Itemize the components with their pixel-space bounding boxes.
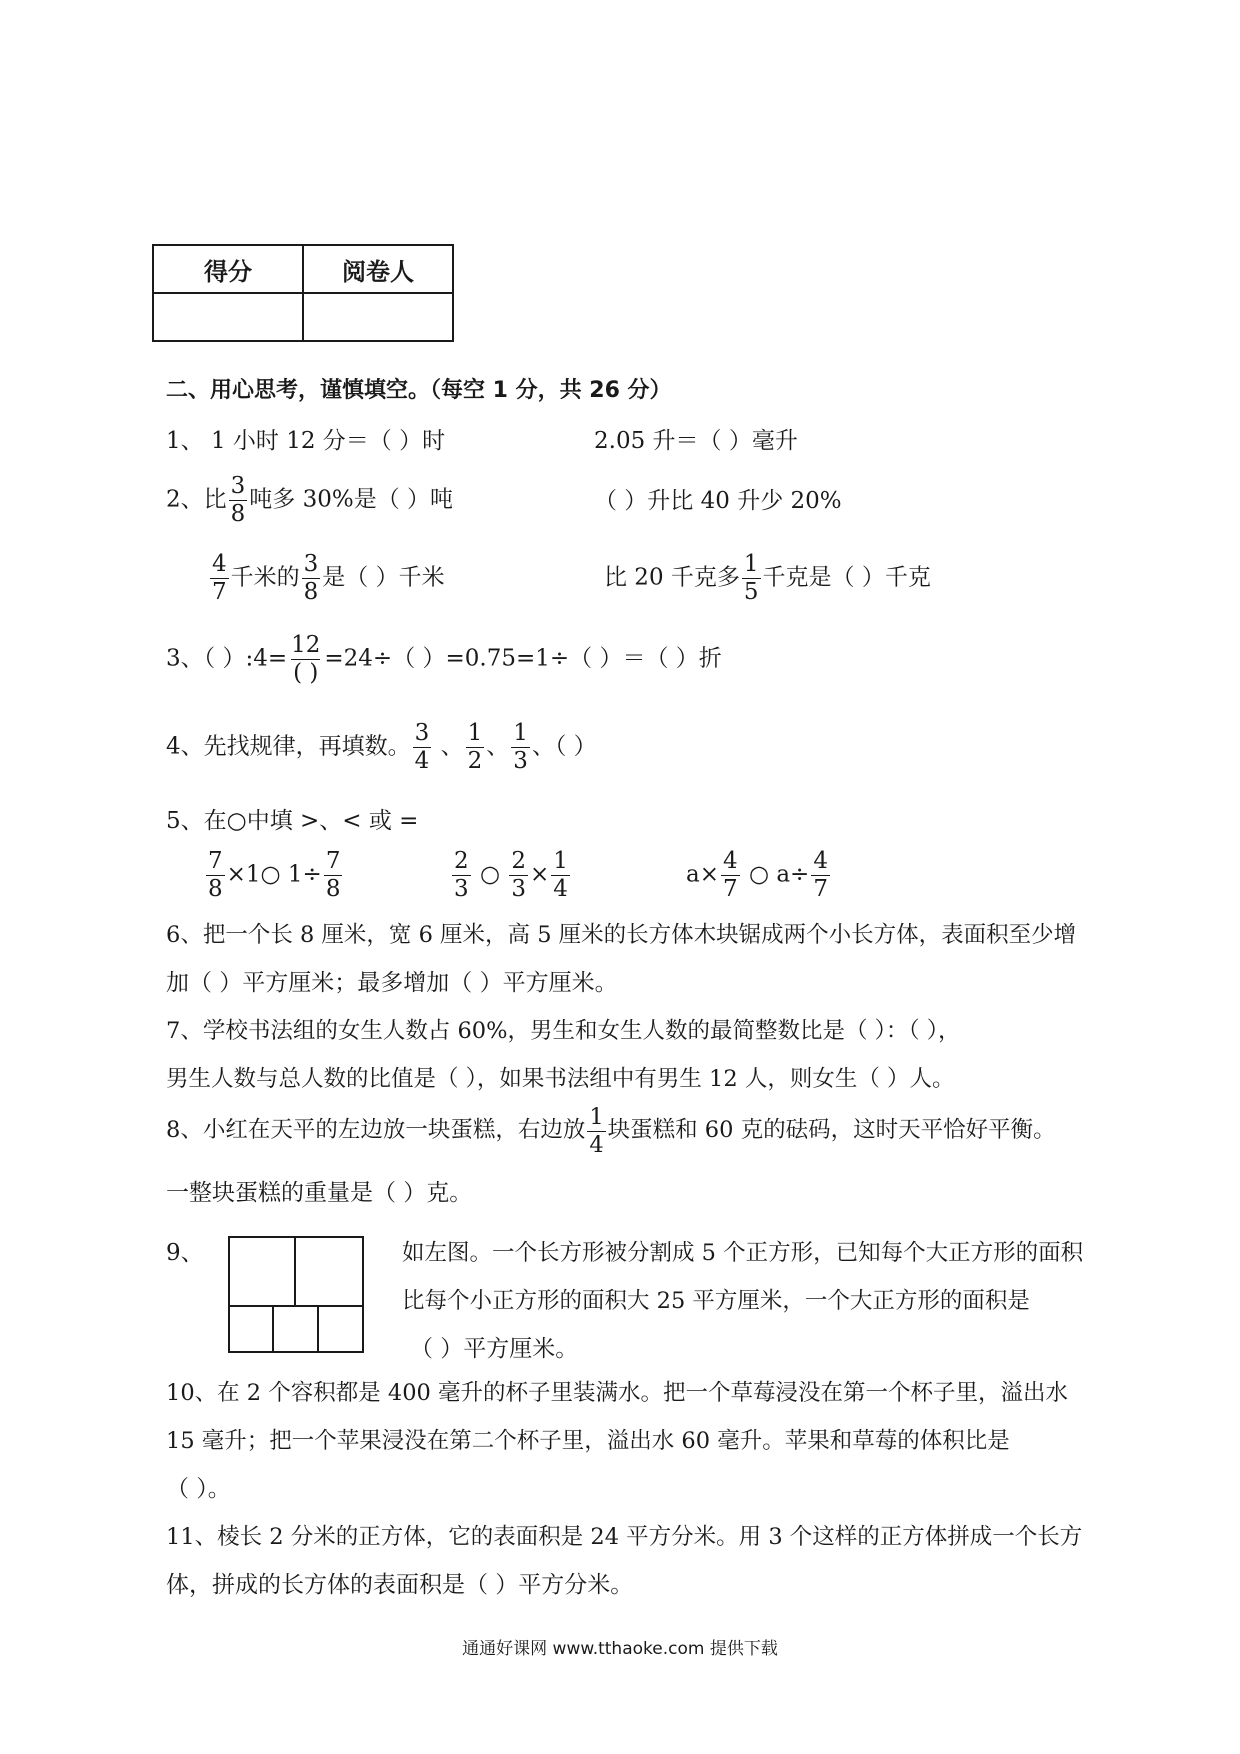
q4 bbox=[166, 722, 597, 773]
denominator: 3 bbox=[511, 876, 526, 902]
q2-a bbox=[166, 475, 453, 526]
rectangle-squares-figure bbox=[228, 1236, 364, 1353]
q2-a-post: 吨多 30%是（ ）吨 bbox=[249, 486, 454, 513]
q5-e3 bbox=[686, 850, 832, 901]
numerator: 3 bbox=[414, 720, 430, 746]
denominator: ( ) bbox=[293, 660, 319, 686]
fraction bbox=[742, 553, 761, 604]
fraction bbox=[210, 553, 229, 604]
separator: 、 bbox=[440, 733, 464, 760]
q4-pre: 4、先找规律，再填数。 bbox=[166, 733, 411, 760]
figure-divider-small-2 bbox=[317, 1306, 319, 1353]
q6-line2: 加（ ）平方厘米；最多增加（ ）平方厘米。 bbox=[166, 970, 618, 996]
denominator: 8 bbox=[230, 501, 246, 527]
numerator: 4 bbox=[212, 551, 227, 577]
fraction bbox=[509, 850, 528, 901]
section-title: 二、用心思考，谨慎填空。（每空 1 分，共 26 分） bbox=[166, 378, 672, 403]
q5-e1-mid: ×1○ 1÷ bbox=[226, 861, 322, 888]
denominator: 8 bbox=[303, 579, 319, 605]
grader-cell[interactable] bbox=[303, 293, 453, 341]
q5-e2-mid: ○ bbox=[479, 861, 501, 888]
denominator: 8 bbox=[325, 876, 341, 902]
fraction bbox=[721, 850, 740, 901]
numerator: 7 bbox=[325, 848, 341, 874]
q5-e3-mid: ○ a÷ bbox=[748, 861, 810, 888]
q8-pre: 8、小红在天平的左边放一块蛋糕，右边放 bbox=[166, 1117, 586, 1143]
denominator: 3 bbox=[513, 748, 528, 774]
denominator: 7 bbox=[212, 579, 227, 605]
numerator: 3 bbox=[303, 551, 319, 577]
q6-line1: 6、把一个长 8 厘米，宽 6 厘米，高 5 厘米的长方体木块锯成两个小长方体，表面积至少增 bbox=[166, 922, 1077, 948]
fraction bbox=[511, 722, 530, 773]
fraction bbox=[289, 634, 322, 685]
q3 bbox=[166, 634, 722, 685]
score-cell[interactable] bbox=[153, 293, 303, 341]
figure-divider-horizontal bbox=[228, 1305, 364, 1307]
q8-line2: 一整块蛋糕的重量是（ ）克。 bbox=[166, 1180, 473, 1206]
denominator: 2 bbox=[467, 748, 483, 774]
numerator: 3 bbox=[230, 473, 246, 499]
q10-line3: （ ）。 bbox=[166, 1476, 231, 1502]
numerator: 2 bbox=[454, 848, 469, 874]
figure-divider-vertical bbox=[294, 1236, 296, 1306]
score-table bbox=[152, 244, 454, 342]
fraction bbox=[229, 475, 248, 526]
numerator: 1 bbox=[553, 848, 568, 874]
q2-d-post: 千克是（ ）千克 bbox=[762, 564, 931, 591]
fraction bbox=[206, 850, 225, 901]
numerator: 1 bbox=[513, 720, 528, 746]
q5-e3-pre: a× bbox=[686, 861, 719, 888]
q9-line1: 如左图。一个长方形被分割成 5 个正方形，已知每个大正方形的面积 bbox=[402, 1240, 1084, 1266]
denominator: 7 bbox=[722, 876, 738, 902]
q2-d-pre: 比 20 千克多 bbox=[604, 564, 740, 591]
fraction bbox=[466, 722, 485, 773]
q3-pre: 3、（ ）:4= bbox=[166, 645, 288, 672]
fraction bbox=[587, 1106, 605, 1156]
q9-line3: （ ）平方厘米。 bbox=[410, 1336, 579, 1362]
q2-d bbox=[604, 553, 931, 604]
denominator: 8 bbox=[208, 876, 223, 902]
score-header: 得分 bbox=[153, 245, 303, 293]
q10-line1: 10、在 2 个容积都是 400 毫升的杯子里装满水。把一个草莓浸没在第一个杯子里，溢出水 bbox=[166, 1380, 1069, 1406]
numerator: 1 bbox=[467, 720, 483, 746]
q2-c-post: 是（ ）千米 bbox=[322, 564, 445, 591]
q3-post: =24÷（ ）=0.75=1÷（ ）＝（ ）折 bbox=[324, 645, 722, 672]
separator: 、 bbox=[486, 733, 510, 760]
q8-line1 bbox=[166, 1106, 1056, 1156]
footer: 通通好课网 www.tthaoke.com 提供下载 bbox=[462, 1639, 778, 1659]
q9-line2: 比每个小正方形的面积大 25 平方厘米，一个大正方形的面积是 bbox=[402, 1288, 1030, 1314]
denominator: 7 bbox=[813, 876, 828, 902]
q8-post: 块蛋糕和 60 克的砝码，这时天平恰好平衡。 bbox=[607, 1117, 1056, 1143]
denominator: 4 bbox=[553, 876, 568, 902]
fraction bbox=[811, 850, 830, 901]
q7-line1: 7、学校书法组的女生人数占 60%，男生和女生人数的最简整数比是（ ）：（ ）， bbox=[166, 1018, 961, 1044]
fraction bbox=[413, 722, 432, 773]
q2-c-mid: 千米的 bbox=[230, 564, 300, 591]
q5-e1 bbox=[204, 850, 344, 901]
denominator: 4 bbox=[414, 748, 430, 774]
numerator: 7 bbox=[208, 848, 223, 874]
fraction bbox=[302, 553, 321, 604]
fraction bbox=[551, 850, 570, 901]
q2-b: （ ）升比 40 升少 20% bbox=[594, 488, 842, 514]
q1-a: 1、 1 小时 12 分＝（ ）时 bbox=[166, 428, 446, 454]
fraction bbox=[452, 850, 471, 901]
figure-outer-rect bbox=[228, 1236, 364, 1353]
figure-divider-small-1 bbox=[272, 1306, 274, 1353]
numerator: 12 bbox=[291, 632, 321, 658]
fraction bbox=[324, 850, 343, 901]
q5-e2 bbox=[450, 850, 572, 901]
denominator: 3 bbox=[454, 876, 469, 902]
q4-post: 、（ ） bbox=[531, 733, 597, 760]
q11-line1: 11、棱长 2 分米的正方体，它的表面积是 24 平方分米。用 3 个这样的正方体拼成一个长方 bbox=[166, 1524, 1083, 1550]
numerator: 1 bbox=[743, 551, 759, 577]
q9-label: 9、 bbox=[166, 1240, 204, 1266]
grader-header: 阅卷人 bbox=[303, 245, 453, 293]
denominator: 5 bbox=[743, 579, 759, 605]
q2-c bbox=[208, 553, 445, 604]
numerator: 2 bbox=[511, 848, 526, 874]
denominator: 4 bbox=[589, 1131, 604, 1158]
q1-b: 2.05 升＝（ ）毫升 bbox=[594, 428, 798, 454]
numerator: 1 bbox=[589, 1104, 604, 1130]
q11-line2: 体，拼成的长方体的表面积是（ ）平方分米。 bbox=[166, 1572, 634, 1598]
numerator: 4 bbox=[722, 848, 738, 874]
q5-title: 5、在○中填 >、< 或 = bbox=[166, 808, 419, 834]
numerator: 4 bbox=[813, 848, 828, 874]
q2-a-pre: 2、比 bbox=[166, 486, 227, 513]
q5-e2-op: × bbox=[529, 861, 550, 888]
q7-line2: 男生人数与总人数的比值是（ ），如果书法组中有男生 12 人，则女生（ ）人。 bbox=[166, 1066, 955, 1092]
q10-line2: 15 毫升；把一个苹果浸没在第二个杯子里，溢出水 60 毫升。苹果和草莓的体积比是 bbox=[166, 1428, 1010, 1454]
